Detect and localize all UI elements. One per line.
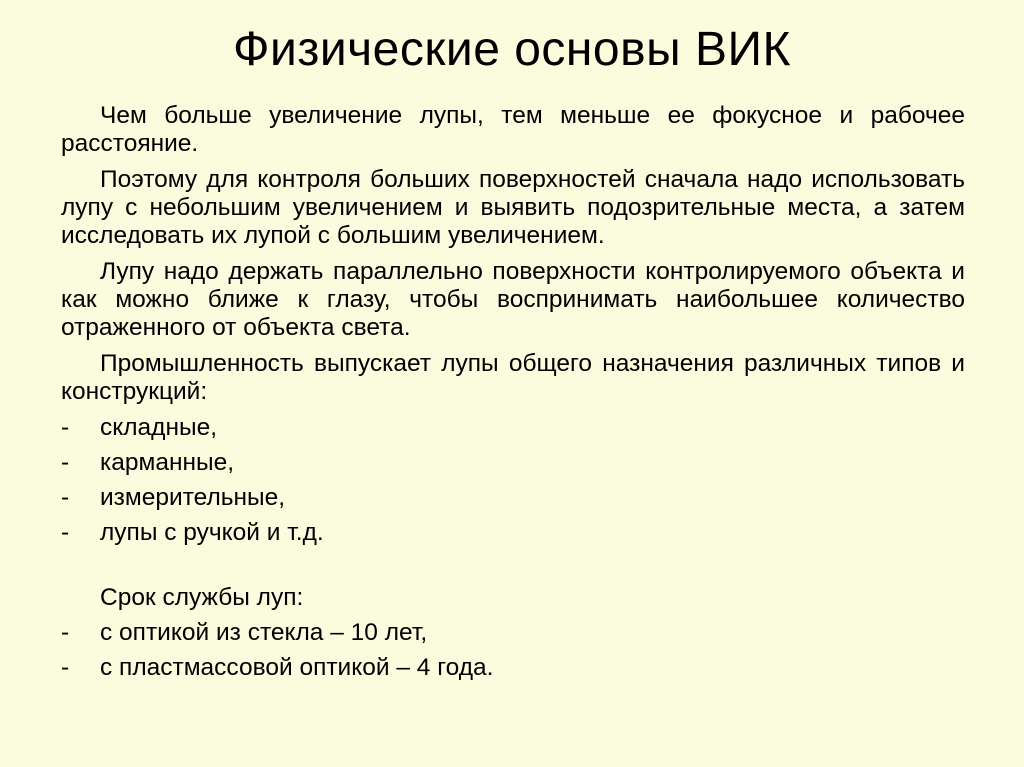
list-dash: - (61, 654, 70, 681)
slide-title: Физические основы ВИК (233, 23, 791, 76)
list-item (61, 519, 965, 547)
list-item (61, 619, 965, 647)
list-item (61, 414, 965, 442)
list-item-text: карманные, (100, 449, 235, 476)
list-item (61, 449, 965, 477)
list-item-text: складные, (100, 414, 218, 441)
list-item (61, 484, 965, 512)
list-dash: - (61, 414, 70, 441)
list-item-text: с оптикой из стекла – 10 лет, (100, 619, 428, 646)
list-item-text: с пластмассовой оптикой – 4 года. (100, 654, 494, 681)
paragraph-inspection-method: Поэтому для контроля больших поверхностей сначала надо использовать лупу с небольшим увеличением и выявить подозрительные места, а затем исследовать их лупой с большим увеличением. (61, 166, 965, 249)
list-item (61, 654, 965, 682)
slide-content (61, 102, 965, 689)
service-life-heading: Срок службы луп: (100, 584, 304, 611)
list-item-text: лупы с ручкой и т.д. (100, 519, 324, 546)
service-life-list (61, 619, 965, 682)
paragraph-magnification: Чем больше увеличение лупы, тем меньше ее фокусное и рабочее расстояние. (61, 102, 965, 157)
list-dash: - (61, 519, 70, 546)
list-dash: - (61, 619, 70, 646)
list-dash: - (61, 449, 70, 476)
paragraph-lens-position: Лупу надо держать параллельно поверхности контролируемого объекта и как можно ближе к глазу, чтобы воспринимать наибольшее количество отраженного от объекта света. (61, 258, 965, 341)
lens-types-list (61, 414, 965, 547)
paragraph-industry: Промышленность выпускает лупы общего назначения различных типов и конструкций: (61, 350, 965, 405)
list-dash: - (61, 484, 70, 511)
spacer (61, 554, 965, 584)
list-item-text: измерительные, (100, 484, 286, 511)
